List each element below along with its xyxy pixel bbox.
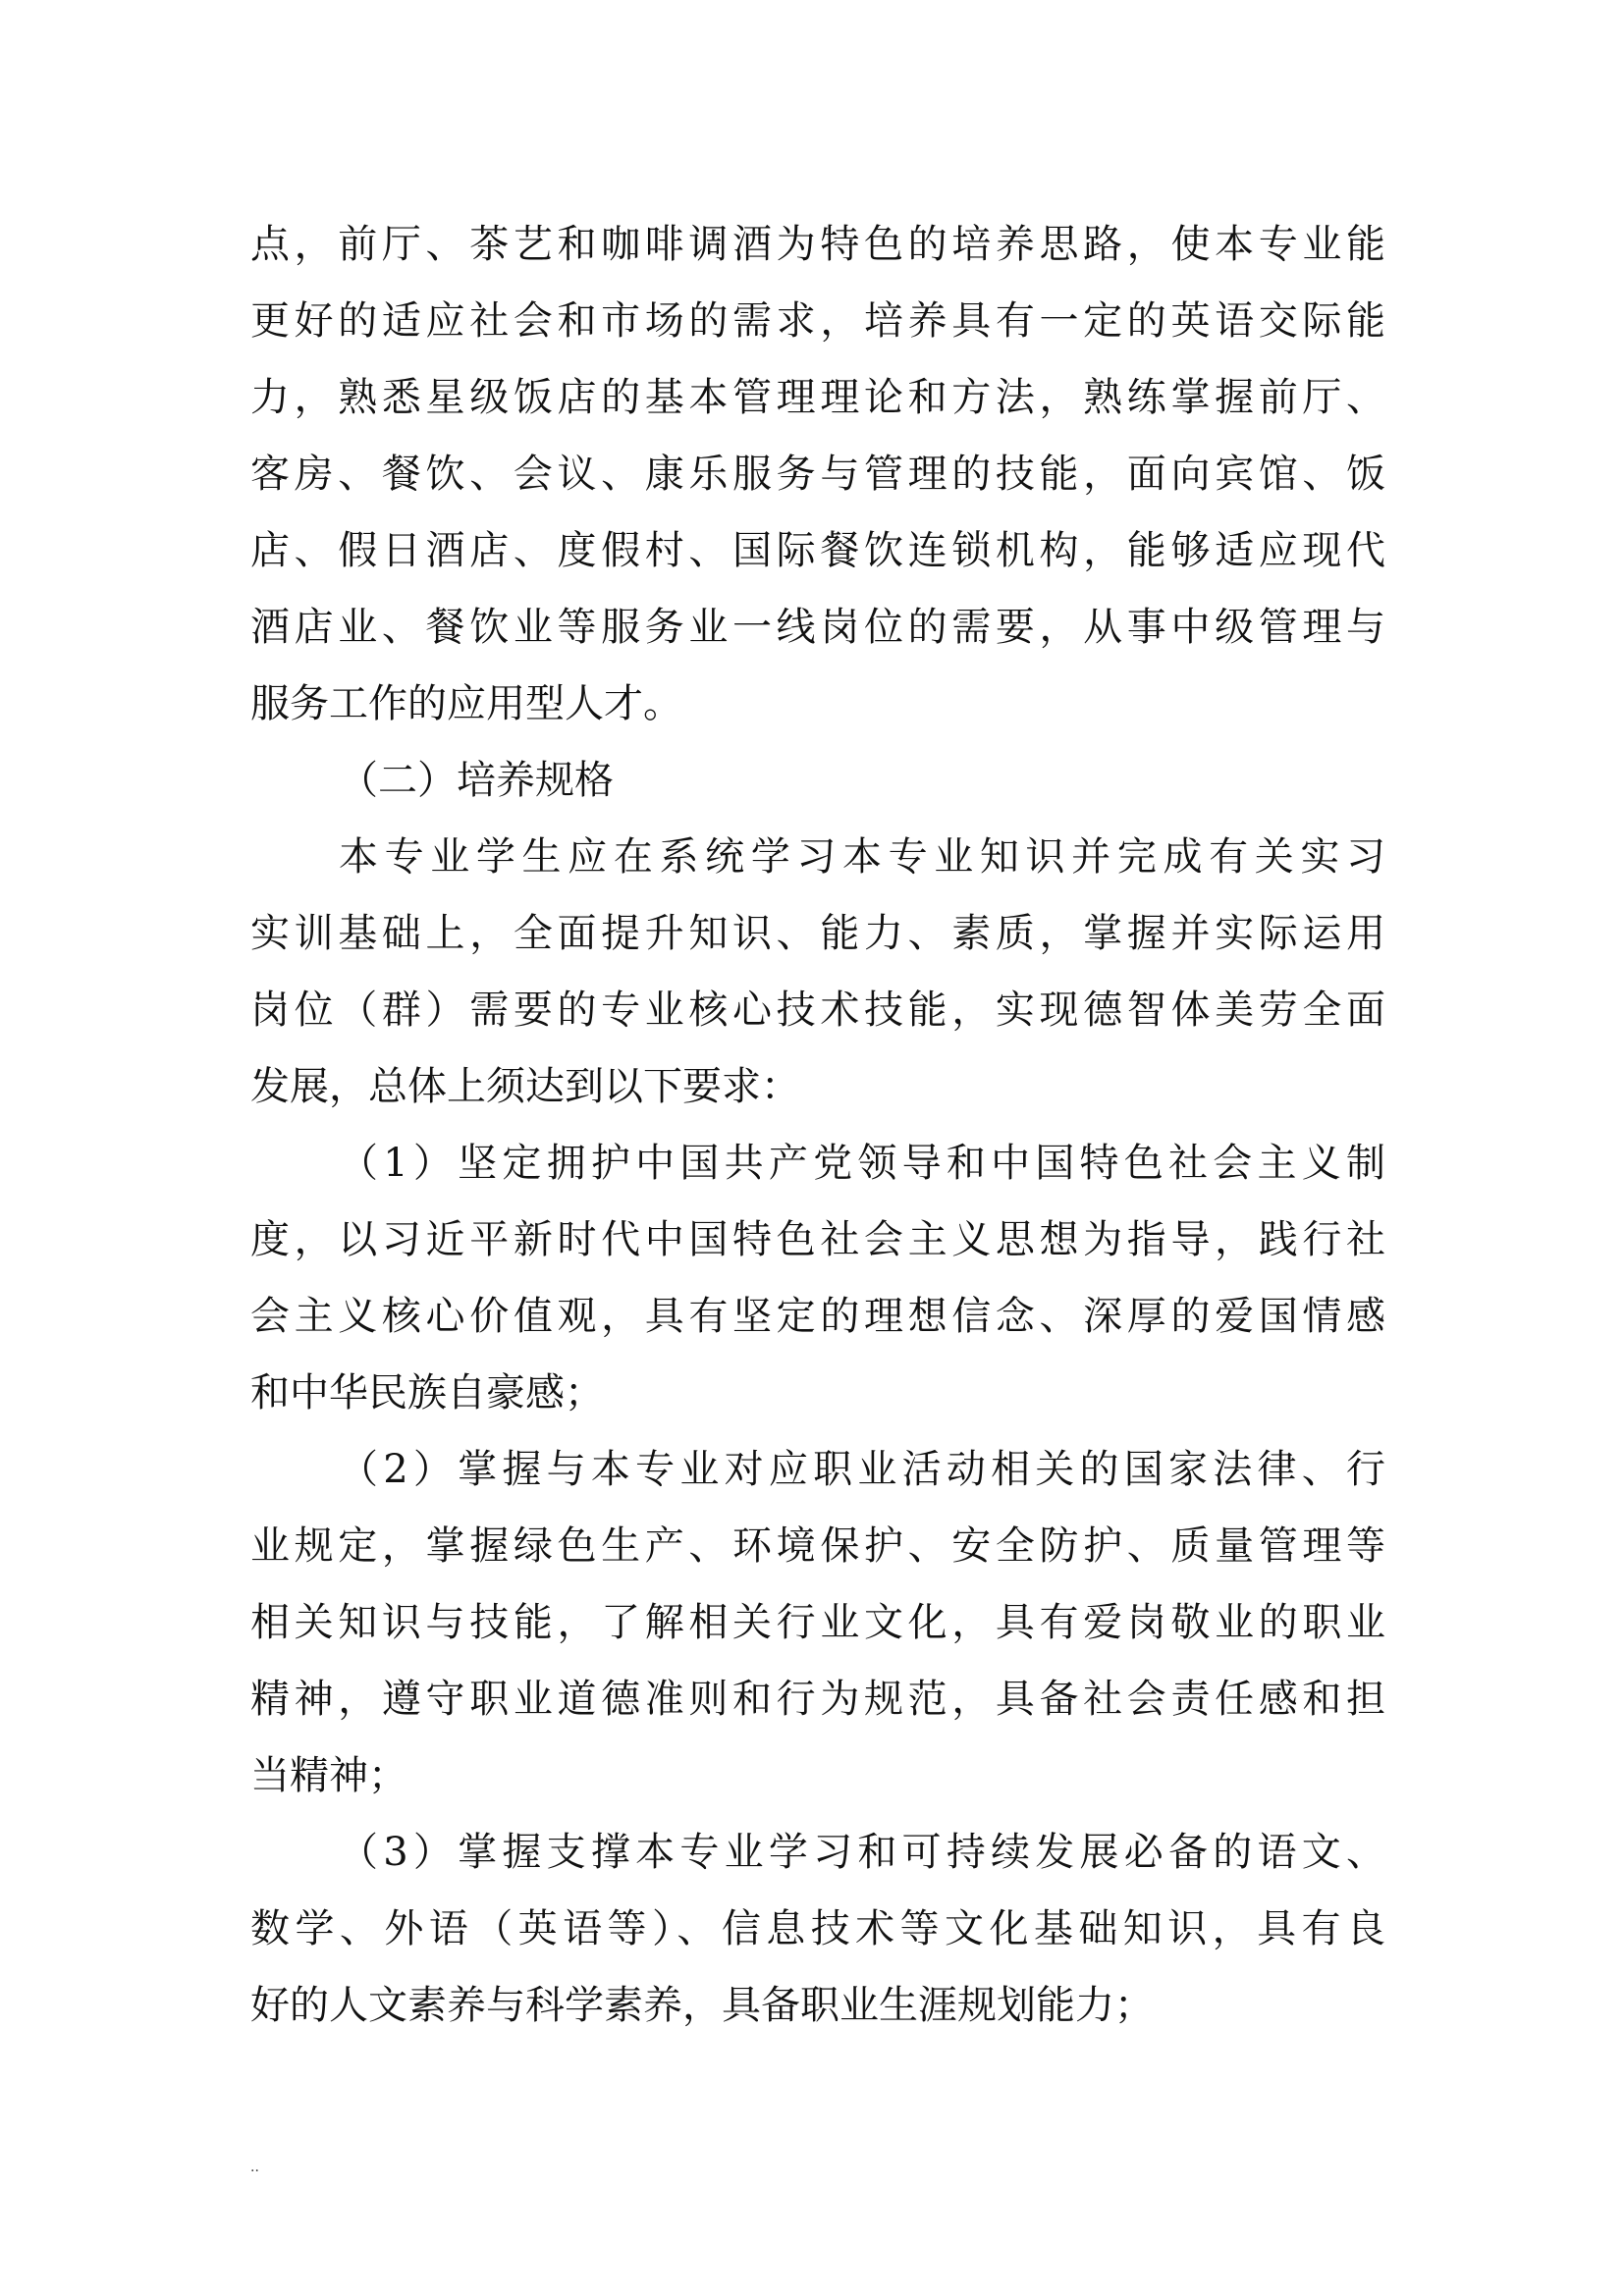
text-line: 会主义核心价值观，具有坚定的理想信念、深厚的爱国情感 — [250, 1294, 1385, 1339]
heading-text: （二）培养规格 — [339, 758, 614, 803]
text-line: （3）掌握支撑本专业学习和可持续发展必备的语文、 — [339, 1830, 1385, 1875]
requirement-3 — [250, 1814, 1385, 2044]
text-line: 本专业学生应在系统学习本专业知识并完成有关实习 — [339, 834, 1385, 880]
text-line: 更好的适应社会和市场的需求，培养具有一定的英语交际能 — [250, 298, 1385, 344]
paragraph-goal-continued — [250, 206, 1385, 742]
text-line: 发展，总体上须达到以下要求： — [250, 1064, 800, 1109]
text-line: 当精神； — [250, 1753, 407, 1798]
text-line: 度，以习近平新时代中国特色社会主义思想为指导，践行社 — [250, 1217, 1385, 1262]
text-line: 好的人文素养与科学素养，具备职业生涯规划能力； — [250, 1983, 1154, 2028]
text-line: 岗位（群）需要的专业核心技术技能，实现德智体美劳全面 — [250, 988, 1385, 1033]
text-line: 力，熟悉星级饭店的基本管理理论和方法，熟练掌握前厅、 — [250, 375, 1385, 420]
requirement-2 — [250, 1431, 1385, 1814]
text-line: （2）掌握与本专业对应职业活动相关的国家法律、行 — [339, 1447, 1385, 1492]
text-line: 店、假日酒店、度假村、国际餐饮连锁机构，能够适应现代 — [250, 528, 1385, 573]
text-line: 精神，遵守职业道德准则和行为规范，具备社会责任感和担 — [250, 1677, 1385, 1722]
text-line: 酒店业、餐饮业等服务业一线岗位的需要，从事中级管理与 — [250, 605, 1385, 650]
text-line: 点，前厅、茶艺和咖啡调酒为特色的培养思路，使本专业能 — [250, 222, 1385, 267]
text-line: 服务工作的应用型人才。 — [250, 681, 682, 726]
text-line: （1）坚定拥护中国共产党领导和中国特色社会主义制 — [339, 1141, 1385, 1186]
section-heading — [250, 742, 1385, 819]
requirement-1 — [250, 1125, 1385, 1431]
text-line: 相关知识与技能，了解相关行业文化，具有爱岗敬业的职业 — [250, 1600, 1385, 1645]
text-line: 客房、餐饮、会议、康乐服务与管理的技能，面向宾馆、饭 — [250, 452, 1385, 497]
text-line: 和中华民族自豪感； — [250, 1370, 604, 1415]
paragraph-intro — [250, 819, 1385, 1125]
text-line: 数学、外语（英语等）、信息技术等文化基础知识，具有良 — [250, 1906, 1385, 1951]
footer-mark: .. — [250, 2160, 259, 2175]
document-page — [250, 206, 1385, 2044]
text-line: 业规定，掌握绿色生产、环境保护、安全防护、质量管理等 — [250, 1523, 1385, 1569]
text-line: 实训基础上，全面提升知识、能力、素质，掌握并实际运用 — [250, 911, 1385, 956]
